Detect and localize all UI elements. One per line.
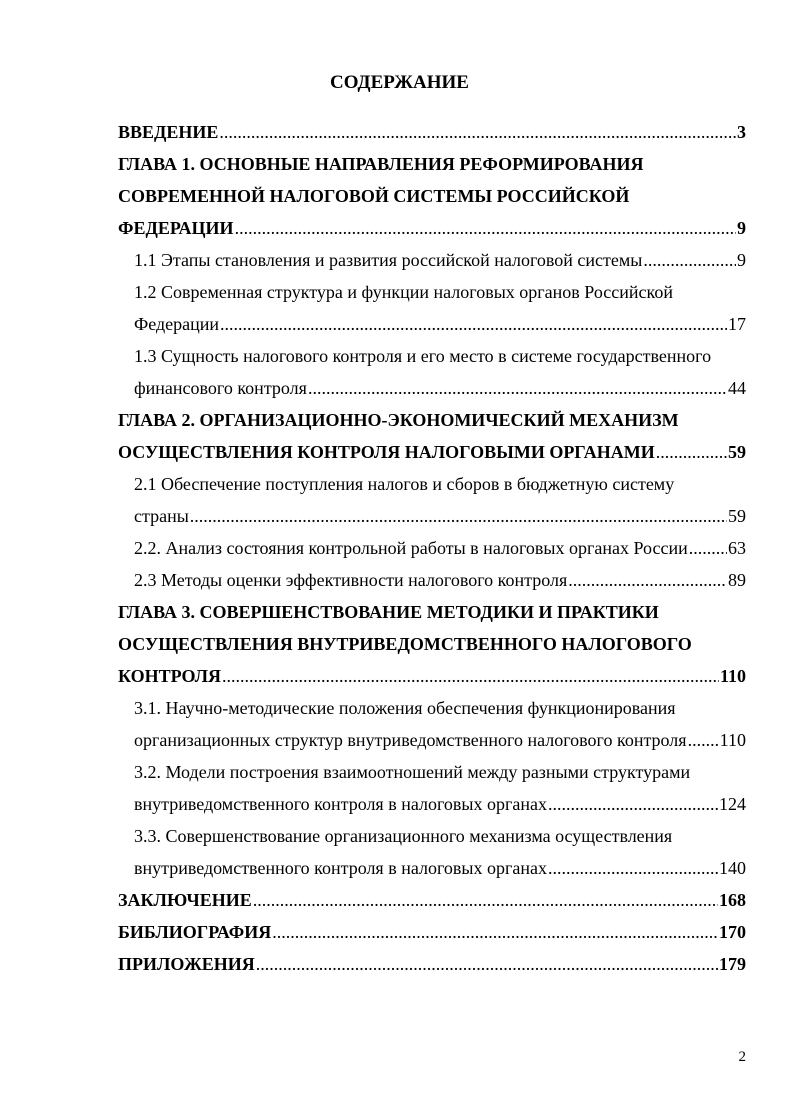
toc-line [134,276,746,308]
toc-entry-section-3-2 [118,756,746,820]
toc-entry-title: 1.2 Современная структура и функции налоговых органов Российской [134,282,673,302]
dot-leader [689,532,727,564]
toc-entry-title: 3.1. Научно-методические положения обеспечения функционирования [134,698,676,718]
toc-page-number: 59 [728,506,746,526]
toc-entry-title: финансового контроля [134,378,307,398]
toc-line [134,788,746,820]
toc-line [134,820,746,852]
toc-line [134,756,746,788]
toc-line [134,500,746,532]
toc-line [118,884,746,916]
toc-entry-title: 1.3 Сущность налогового контроля и его место в системе государственного [134,346,712,366]
dot-leader [568,564,727,596]
toc-entry-title: ОСУЩЕСТВЛЕНИЯ КОНТРОЛЯ НАЛОГОВЫМИ ОРГАНАМИ [118,442,655,462]
dot-leader [219,116,736,148]
toc-entry-title: 3.2. Модели построения взаимоотношений между разными структурами [134,762,691,782]
dot-leader [235,212,736,244]
page-number: 2 [738,1049,746,1065]
toc-entry-section-2-3 [118,564,746,596]
toc-entry-title: 2.2. Анализ состояния контрольной работы в налоговых органах России [134,538,688,558]
toc-page-number: 168 [719,890,746,910]
dot-leader [688,724,719,756]
toc-entry-chapter-2 [118,404,746,468]
toc-entry-title: страны [134,506,189,526]
toc-line [118,660,746,692]
toc-line [118,180,746,212]
toc-line [118,212,746,244]
toc-entry-chapter-1 [118,148,746,244]
toc-page-number: 170 [719,922,746,942]
toc-entry-title: 1.1 Этапы становления и развития российской налоговой системы [134,250,643,270]
toc-entry-title: 2.1 Обеспечение поступления налогов и сборов в бюджетную систему [134,474,675,494]
toc-page-number: 59 [728,442,746,462]
dot-leader [222,660,719,692]
toc-entry-appendices [118,948,746,980]
toc-page-number: 179 [719,954,746,974]
toc-line [118,948,746,980]
toc-page-number: 110 [719,730,746,750]
toc-entry-title: ВВЕДЕНИЕ [118,122,219,142]
toc-entry-chapter-3 [118,596,746,692]
toc-page-number: 9 [737,250,746,270]
dot-leader [308,372,727,404]
toc-line [118,116,746,148]
toc-line [134,724,746,756]
toc-entry-introduction [118,116,746,148]
toc-page-number: 63 [728,538,746,558]
dot-leader [643,244,736,276]
dot-leader [220,308,727,340]
toc-entry-title: внутриведомственного контроля в налоговых органах [134,794,547,814]
toc-entry-section-1-3 [118,340,746,404]
toc-line [134,852,746,884]
toc-entry-title: ОСУЩЕСТВЛЕНИЯ ВНУТРИВЕДОМСТВЕННОГО НАЛОГОВОГО [118,634,692,654]
toc-line [134,372,746,404]
toc-line [118,596,746,628]
dot-leader [253,884,718,916]
toc-line [134,340,746,372]
toc-line [134,468,746,500]
toc-entry-title: ПРИЛОЖЕНИЯ [118,954,255,974]
toc-page-number: 89 [728,570,746,590]
toc-entry-section-1-1 [118,244,746,276]
toc-line [118,404,746,436]
dot-leader [272,916,718,948]
toc-entry-title: 3.3. Совершенствование организационного механизма осуществления [134,826,673,846]
toc-entry-bibliography [118,916,746,948]
toc-line [118,148,746,180]
dot-leader [656,436,727,468]
toc-line [134,308,746,340]
toc-line [134,564,746,596]
toc-entry-conclusion [118,884,746,916]
page-title: СОДЕРЖАНИЕ [330,72,469,93]
dot-leader [190,500,727,532]
toc-entry-title: ГЛАВА 3. СОВЕРШЕНСТВОВАНИЕ МЕТОДИКИ И ПРАКТИКИ [118,602,659,622]
toc-line [134,692,746,724]
toc-page-number: 44 [728,378,746,398]
toc-entry-title: СОВРЕМЕННОЙ НАЛОГОВОЙ СИСТЕМЫ РОССИЙСКОЙ [118,186,630,206]
toc-entry-section-2-1 [118,468,746,532]
toc-entry-title: БИБЛИОГРАФИЯ [118,922,272,942]
toc-page-number: 124 [719,794,746,814]
toc-entry-title: ГЛАВА 1. ОСНОВНЫЕ НАПРАВЛЕНИЯ РЕФОРМИРОВАНИЯ [118,154,644,174]
toc-page-number: 110 [719,666,746,686]
toc-entry-title: организационных структур внутриведомственного налогового контроля [134,730,687,750]
toc-line [118,916,746,948]
table-of-contents [118,116,746,980]
toc-entry-section-3-1 [118,692,746,756]
toc-page-number: 17 [728,314,746,334]
toc-page-number: 9 [737,218,746,238]
dot-leader [256,948,718,980]
toc-line [118,436,746,468]
toc-entry-section-1-2 [118,276,746,340]
toc-entry-section-2-2 [118,532,746,564]
toc-page-number: 140 [719,858,746,878]
dot-leader [548,852,718,884]
toc-entry-title: ЗАКЛЮЧЕНИЕ [118,890,252,910]
toc-line [134,532,746,564]
toc-page-number: 3 [737,122,746,142]
toc-entry-section-3-3 [118,820,746,884]
dot-leader [548,788,718,820]
toc-entry-title: Федерации [134,314,220,334]
toc-entry-title: внутриведомственного контроля в налоговых органах [134,858,547,878]
toc-line [118,628,746,660]
toc-entry-title: КОНТРОЛЯ [118,666,222,686]
toc-entry-title: 2.3 Методы оценки эффективности налогового контроля [134,570,568,590]
toc-line [134,244,746,276]
toc-entry-title: ГЛАВА 2. ОРГАНИЗАЦИОННО-ЭКОНОМИЧЕСКИЙ МЕХАНИЗМ [118,410,679,430]
toc-entry-title: ФЕДЕРАЦИИ [118,218,234,238]
